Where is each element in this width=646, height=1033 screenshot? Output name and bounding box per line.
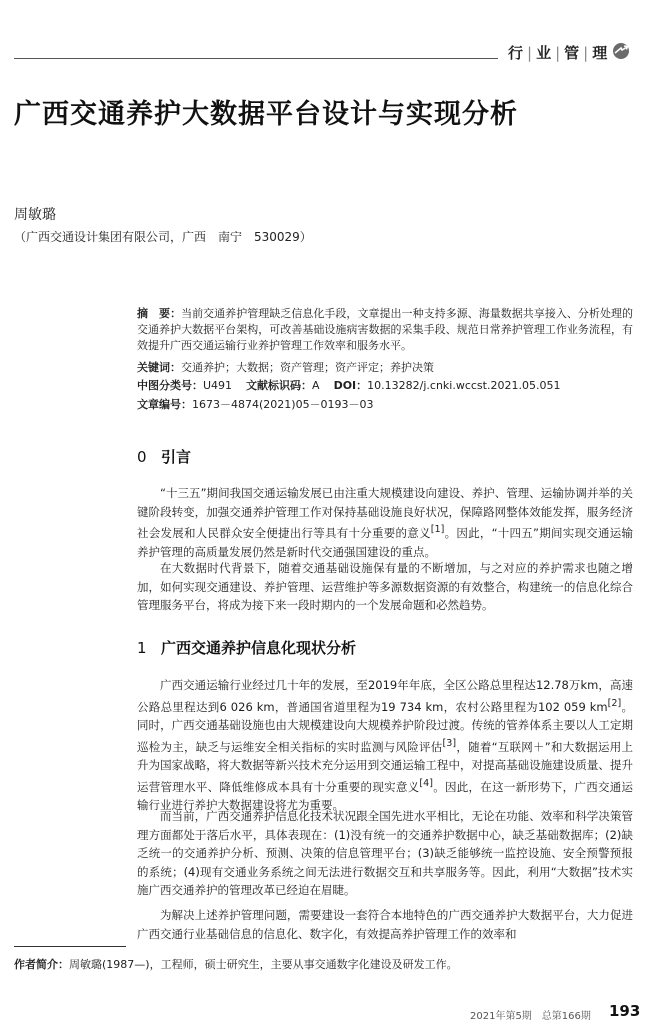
paragraph-status-1: 广西交通运输行业经过几十年的发展，至2019年年底，全区公路总里程达12.78万km，高速公路总里程达到6 026 km，普通国省道里程为19 734 km，农村公路里程为102 059 km[2]。同时，广西交通基础设施也由大规模建设向大规模养护阶段过渡。传统的管养体系主要以人工定期巡检为主，缺乏与运维安全相关指标的实时监测与风险评估[3]，随着“互联网＋”和大数据运用上升为国家战略，将大数据等新兴技术充分运用到交通运输工程中，对提高基础设施建设质量、提升运营管理水平、降低维修成本具有十分重要的现实意义[4]。因此，在这一新形势下，广西交通运输行业进行养护大数据建设将尤为重要。 bbox=[137, 678, 633, 813]
section-tag: 行 | 业 | 管 | 理 bbox=[508, 44, 610, 62]
paragraph-intro-1: “十三五”期间我国交通运输发展已由注重大规模建设向建设、养护、管理、运输协调并举的关键阶段转变，加强交通养护管理工作对保持基础设施良好状况，保障路网整体效能发挥，服务经济社会发展和人民群众安全便捷出行等具有十分重要的意义[1]。因此，“十四五”期间实现交通运输养护管理的高质量发展仍然是新时代交通强国建设的重点。 bbox=[137, 486, 633, 559]
keywords-text: 交通养护；大数据；资产管理；资产评定；养护决策 bbox=[181, 361, 434, 374]
doi-label: DOI： bbox=[333, 379, 368, 392]
section-heading-intro: 0 引言 bbox=[137, 448, 192, 466]
keywords bbox=[137, 360, 633, 376]
author-name: 周敏璐 bbox=[14, 207, 56, 223]
author-bio-text: 周敏璐(1987—)，工程师，硕士研究生，主要从事交通数字化建设及研发工作。 bbox=[69, 958, 458, 971]
doc-code-value: A bbox=[312, 379, 320, 392]
author-bio bbox=[14, 956, 458, 972]
abstract-label: 摘 要： bbox=[137, 307, 182, 320]
author-affiliation: （广西交通设计集团有限公司，广西 南宁 530029） bbox=[14, 230, 312, 244]
clc-value: U491 bbox=[203, 379, 233, 392]
article-number-label: 文章编号： bbox=[137, 398, 192, 411]
classification-line bbox=[137, 378, 633, 394]
footnote-rule bbox=[14, 946, 126, 947]
header-rule bbox=[14, 58, 498, 59]
clc-label: 中图分类号： bbox=[137, 379, 203, 392]
paragraph-status-3: 为解决上述养护管理问题，需要建设一套符合本地特色的广西交通养护大数据平台，大力促进广西交通行业基础信息的信息化、数字化，有效提高养护管理工作的效率和 bbox=[137, 908, 633, 941]
abstract bbox=[137, 306, 633, 354]
article-number-value: 1673－4874(2021)05－0193－03 bbox=[192, 398, 374, 411]
citation-1: [1] bbox=[430, 524, 445, 536]
citation-4: [4] bbox=[419, 777, 433, 789]
citation-3: [3] bbox=[442, 737, 457, 749]
author-bio-label: 作者简介： bbox=[14, 958, 69, 971]
article-number bbox=[137, 397, 633, 413]
doi-value: 10.13282/j.cnki.wccst.2021.05.051 bbox=[367, 379, 561, 392]
paragraph-intro-2: 在大数据时代背景下，随着交通基础设施保有量的不断增加，与之对应的养护需求也随之增加，如何实现交通建设、养护管理、运营维护等多源数据资源的有效整合，构建统一的信息化综合管理服务平台，将成为接下来一段时期内的一个发展命题和必然趋势。 bbox=[137, 561, 633, 613]
article-title: 广西交通养护大数据平台设计与实现分析 bbox=[14, 99, 518, 130]
citation-2: [2] bbox=[607, 697, 622, 709]
section-heading-status: 1 广西交通养护信息化现状分析 bbox=[137, 639, 357, 657]
page-number: 193 bbox=[609, 1002, 641, 1020]
keywords-label: 关键词： bbox=[137, 361, 181, 374]
globe-arrow-icon bbox=[612, 42, 630, 60]
issue-info: 2021年第5期 总第166期 bbox=[470, 1011, 591, 1022]
paragraph-status-2: 而当前，广西交通养护信息化技术状况跟全国先进水平相比，无论在功能、效率和科学决策管理方面都处于落后水平，具体表现在：(1)没有统一的交通养护数据中心，缺乏基础数据库；(2)缺乏统一的交通养护分析、预测、决策的信息管理平台；(3)缺乏能够统一监控设施、安全预警预报的系统；(4)现有交通业务系统之间无法进行数据交互和共享服务等。因此，利用“大数据”技术实施广西交通养护的管理改革已经迫在眉睫。 bbox=[137, 809, 633, 898]
abstract-text: 当前交通养护管理缺乏信息化手段，文章提出一种支持多源、海量数据共享接入、分析处理的交通养护大数据平台架构，可改善基础设施病害数据的采集手段、规范日常养护管理工作业务流程，有效提升广西交通运输行业养护管理工作效率和服务水平。 bbox=[137, 307, 633, 352]
doc-code-label: 文献标识码： bbox=[246, 379, 313, 392]
